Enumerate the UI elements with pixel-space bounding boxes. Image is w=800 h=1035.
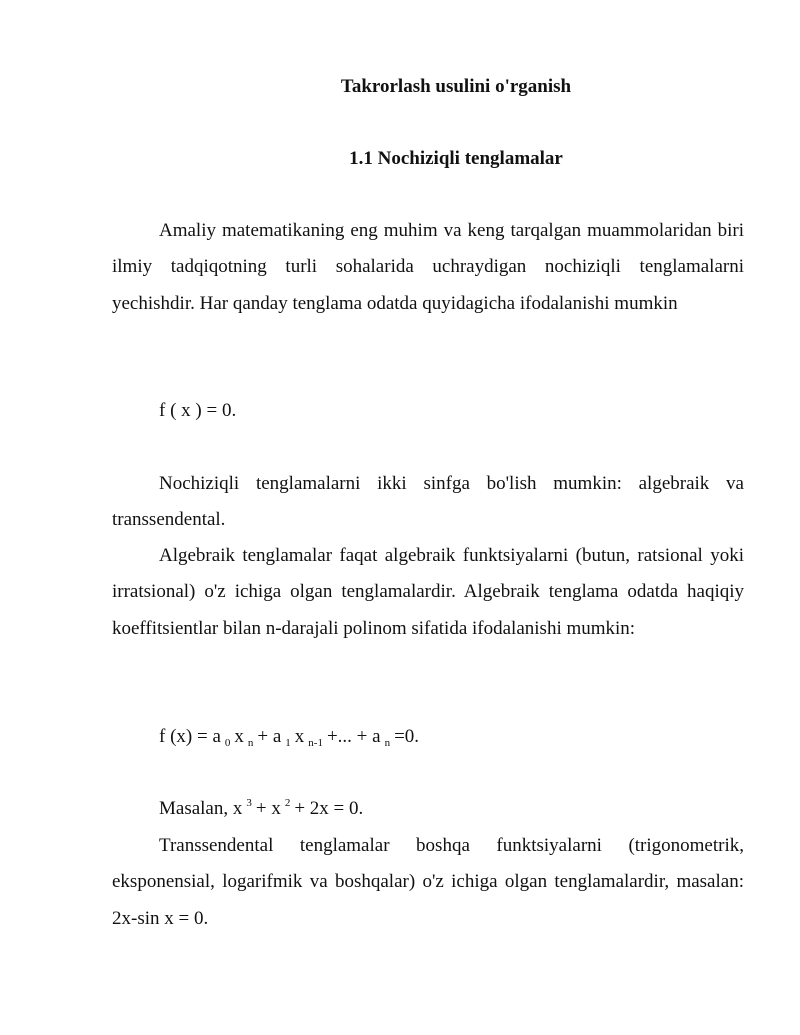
- formula-text: x: [294, 726, 305, 747]
- paragraph-intro: Amaliy matematikaning eng muhim va keng tarqalgan muammolaridan biri ilmiy tadqiqotning turli sohalarida uchraydigan nochiziqli tenglamalarni yechishdir. Har qanday tenglama odatda quyidagicha ifodalanishi mumkin: [112, 220, 744, 314]
- formula-polynomial: [159, 722, 419, 754]
- formula-superscript: n-1: [308, 737, 323, 749]
- example-text: Masalan, x: [159, 798, 243, 819]
- formula-text: f (x) = a: [159, 726, 221, 747]
- formula-superscript: n: [247, 737, 254, 749]
- formula-subscript: 1: [285, 737, 291, 749]
- formula-text: +... + a: [326, 726, 381, 747]
- example-superscript: 3: [246, 797, 252, 809]
- formula-text: =0.: [394, 726, 420, 747]
- formula-general: f ( x ) = 0.: [159, 400, 237, 421]
- formula-subscript: n: [384, 737, 391, 749]
- formula-text: + a: [257, 726, 282, 747]
- section-heading: 1.1 Nochiziqli tenglamalar: [349, 148, 563, 169]
- example-text: + x: [255, 798, 281, 819]
- formula-text: x: [234, 726, 244, 747]
- paragraph-algebraic: Algebraik tenglamalar faqat algebraik funktsiyalarni (butun, ratsional yoki irratsional) o'z ichiga olgan tenglamalardir. Algebraik tenglama odatda haqiqiy koeffitsientlar bilan n-darajali polinom sifatida ifodalanishi mumkin:: [112, 545, 744, 639]
- formula-subscript: 0: [224, 737, 231, 749]
- paragraph-classes: Nochiziqli tenglamalarni ikki sinfga bo'lish mumkin: algebraik va transsendental.: [112, 473, 744, 531]
- example-superscript: 2: [284, 797, 291, 809]
- document-title: Takrorlash usulini o'rganish: [340, 76, 572, 97]
- example-equation: [159, 794, 363, 826]
- paragraph-transcendental: Transsendental tenglamalar boshqa funktsiyalarni (trigonometrik, eksponensial, logarifmik va boshqalar) o'z ichiga olgan tenglamalardir, masalan: 2x-sin x = 0.: [112, 835, 744, 929]
- example-text: + 2x = 0.: [294, 798, 364, 819]
